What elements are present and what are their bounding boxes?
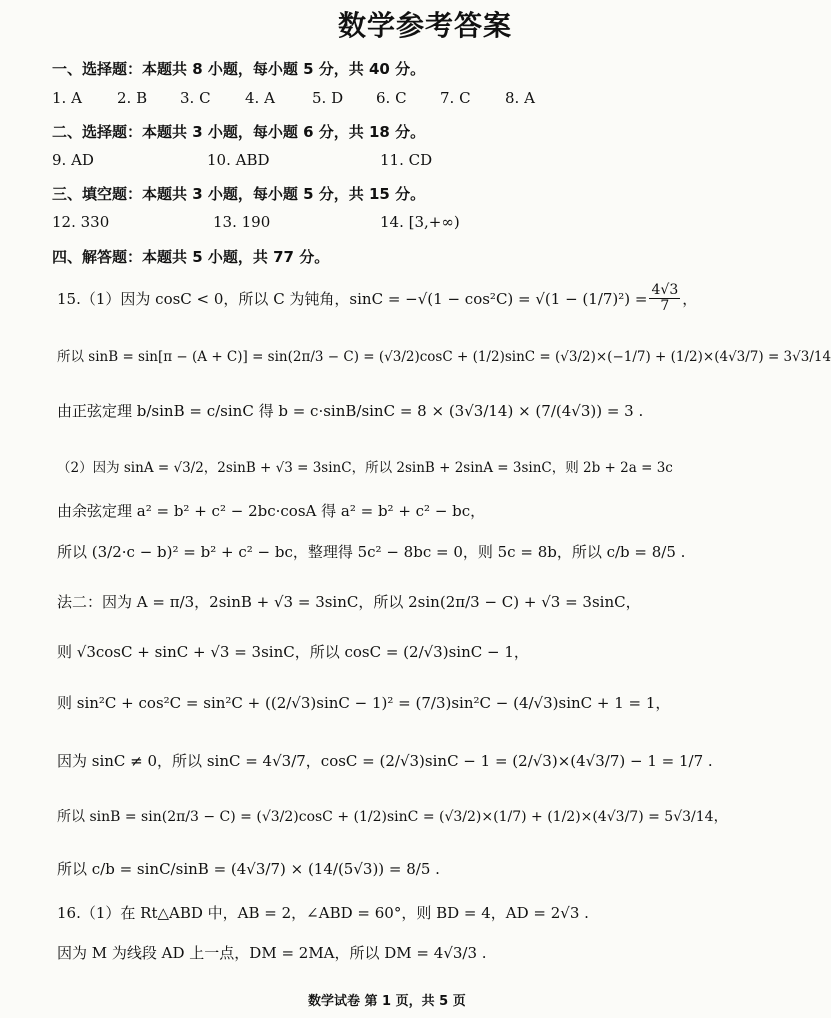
fraction-numerator: 4√3 [651, 282, 679, 298]
q15-line-1-text: 15.（1）因为 cosC < 0，所以 C 为钝角，sinC = −√(1 − cos²C) = √(1 − (1/7)²) = [57, 289, 648, 308]
answer-14: 14. [3,+∞) [380, 213, 460, 231]
answer-9: 9. AD [52, 151, 94, 169]
answer-3: 3. C [180, 89, 211, 107]
q15-line-6: 所以 (3/2·c − b)² = b² + c² − bc，整理得 5c² − 8bc = 0，则 5c = 8b，所以 c/b = 8/5 . [57, 543, 686, 561]
q15-line-4: （2）因为 sinA = √3/2，2sinB + √3 = 3sinC，所以 2sinB + 2sinA = 3sinC，则 2b + 2a = 3c [57, 460, 673, 476]
q15-line-3: 由正弦定理 b/sinB = c/sinC 得 b = c·sinB/sinC = 8 × (3√3/14) × (7/(4√3)) = 3 . [57, 402, 644, 420]
q15-line-1 [57, 283, 697, 313]
answer-5: 5. D [312, 89, 344, 107]
q15-line-2: 所以 sinB = sin[π − (A + C)] = sin(2π/3 − C) = (√3/2)cosC + (1/2)sinC = (√3/2)×(−1/7) + (1/2)×(4√3/7) = 3√3/14 [57, 349, 831, 365]
q15-line-7: 法二：因为 A = π/3，2sinB + √3 = 3sinC，所以 2sin(2π/3 − C) + √3 = 3sinC， [57, 593, 641, 611]
answer-11: 11. CD [380, 151, 433, 169]
q16-line-2: 因为 M 为线段 AD 上一点，DM = 2MA，所以 DM = 4√3/3 . [57, 944, 487, 962]
answer-4: 4. A [245, 89, 275, 107]
q15-line-1-end: ， [682, 289, 698, 308]
q15-line-9: 则 sin²C + cos²C = sin²C + ((2/√3)sinC − 1)² = (7/3)sin²C − (4/√3)sinC + 1 = 1， [57, 694, 671, 712]
page-title: 数学参考答案 [338, 9, 513, 42]
q16-line-1: 16.（1）在 Rt△ABD 中，AB = 2，∠ABD = 60°，则 BD = 4，AD = 2√3 . [57, 904, 589, 922]
q15-line-11: 所以 sinB = sin(2π/3 − C) = (√3/2)cosC + (1/2)sinC = (√3/2)×(1/7) + (1/2)×(4√3/7) = 5√3/14， [57, 809, 728, 825]
q15-line-5: 由余弦定理 a² = b² + c² − 2bc·cosA 得 a² = b² + c² − bc， [57, 502, 486, 520]
q15-line-12: 所以 c/b = sinC/sinB = (4√3/7) × (14/(5√3)) = 8/5 . [57, 860, 440, 878]
section1-heading: 一、选择题：本题共 8 小题，每小题 5 分，共 40 分。 [52, 60, 426, 78]
answer-12: 12. 330 [52, 213, 110, 231]
answer-10: 10. ABD [207, 151, 270, 169]
answer-1: 1. A [52, 89, 82, 107]
answer-6: 6. C [376, 89, 407, 107]
answer-2: 2. B [117, 89, 148, 107]
section3-heading: 三、填空题：本题共 3 小题，每小题 5 分，共 15 分。 [52, 185, 426, 203]
answer-8: 8. A [505, 89, 535, 107]
q15-line-1-fraction [649, 283, 680, 313]
section2-heading: 二、选择题：本题共 3 小题，每小题 6 分，共 18 分。 [52, 123, 426, 141]
page-footer: 数学试卷 第 1 页，共 5 页 [308, 994, 466, 1009]
answer-7: 7. C [440, 89, 471, 107]
section4-heading: 四、解答题：本题共 5 小题，共 77 分。 [52, 248, 330, 266]
answer-13: 13. 190 [213, 213, 271, 231]
q15-line-8: 则 √3cosC + sinC + √3 = 3sinC，所以 cosC = (2/√3)sinC − 1， [57, 643, 529, 661]
fraction-denominator: 7 [660, 297, 670, 314]
q15-line-10: 因为 sinC ≠ 0，所以 sinC = 4√3/7，cosC = (2/√3)sinC − 1 = (2/√3)×(4√3/7) − 1 = 1/7 . [57, 752, 713, 770]
